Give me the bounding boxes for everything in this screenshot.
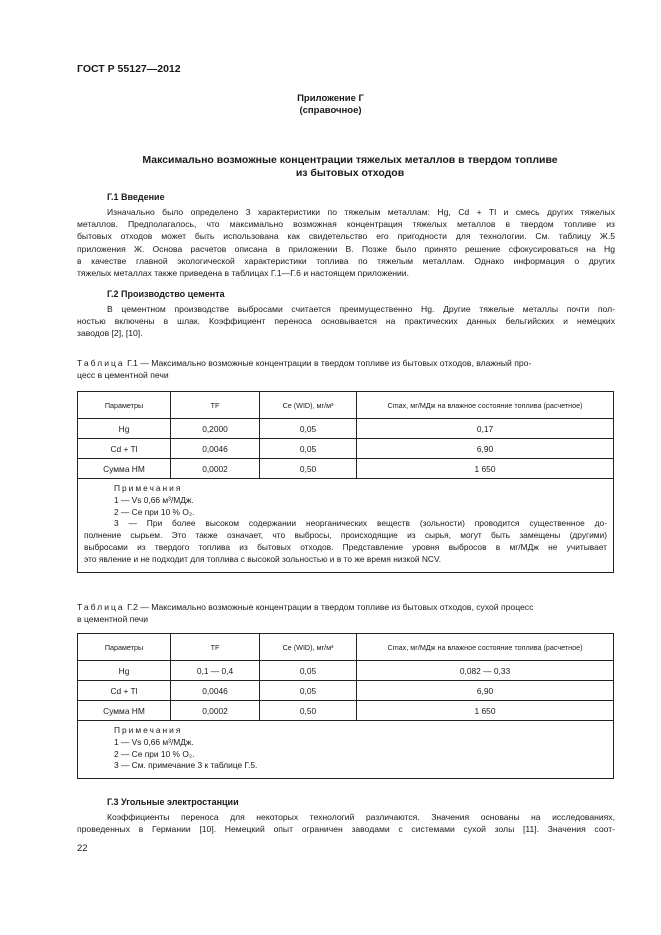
caption-text-line2: в цементной печи bbox=[77, 614, 149, 625]
note-item: 2 — Ce при 10 % O₂. bbox=[114, 748, 195, 759]
table-notes bbox=[78, 721, 614, 779]
main-title bbox=[90, 154, 610, 180]
table-row bbox=[78, 661, 614, 681]
note-item: полнение сырьем. Это также означает, что выбросы, происходящие из сырья, могут быть замещены (другими) bbox=[84, 530, 607, 541]
table-row bbox=[78, 681, 614, 701]
note-item: 1 — Vs 0,66 м³/МДж. bbox=[114, 736, 194, 747]
table-cell: 0,2000 bbox=[171, 419, 260, 439]
table-cell: 0,1 — 0,4 bbox=[171, 661, 260, 681]
table2 bbox=[77, 633, 614, 779]
header-cell: Ce (WID), мг/м³ bbox=[260, 392, 357, 419]
text-line: Коэффициенты переноса для некоторых технологий различаются. Значения основаны на исследованиях, bbox=[107, 812, 615, 822]
caption-text-line2: цесс в цементной печи bbox=[77, 370, 169, 381]
text-line: в качестве главной экологической характеристики топлива по тяжелым металлам. Однако информация о других bbox=[77, 255, 615, 266]
table-row bbox=[78, 439, 614, 459]
table-cell: 0,082 — 0,33 bbox=[357, 661, 614, 681]
table-cell: 0,0046 bbox=[171, 681, 260, 701]
text-line: проведенных в Германии [10]. Немецкий опыт ограничен заводами с системами сухой золы [11]. Значения соот- bbox=[77, 824, 615, 835]
table-row bbox=[78, 419, 614, 439]
table-notes-row bbox=[78, 721, 614, 779]
table-cell: 1 650 bbox=[357, 701, 614, 721]
table-notes-row bbox=[78, 479, 614, 573]
table-cell: 0,05 bbox=[260, 439, 357, 459]
main-title-line: из бытовых отходов bbox=[295, 167, 405, 179]
header-cell: Параметры bbox=[78, 634, 171, 661]
notes-title: Примечания bbox=[114, 725, 183, 735]
table-cell: 0,0002 bbox=[171, 701, 260, 721]
appendix-title: Приложение Г bbox=[297, 93, 364, 104]
table-cell: Hg bbox=[78, 419, 171, 439]
text-line: металлов. Предполагалось, что максимально возможная концентрация тяжелых металлов в твердом топливе из bbox=[77, 219, 615, 230]
caption-text: Г.1 — Максимально возможные концентрации в твердом топливе из бытовых отходов, влажный про- bbox=[124, 358, 532, 368]
table1 bbox=[77, 391, 614, 573]
table-cell: Cd + Tl bbox=[78, 681, 171, 701]
section-g3-text bbox=[77, 811, 615, 835]
caption-word: Таблица bbox=[77, 358, 125, 368]
page-number: 22 bbox=[77, 843, 88, 854]
table-cell: Сумма НМ bbox=[78, 701, 171, 721]
section-g1-text bbox=[77, 206, 615, 279]
table-cell: 0,0046 bbox=[171, 439, 260, 459]
header-cell: TF bbox=[171, 634, 260, 661]
table-cell: 0,17 bbox=[357, 419, 614, 439]
table-cell: 6,90 bbox=[357, 681, 614, 701]
header-cell: Ce (WID), мг/м³ bbox=[260, 634, 357, 661]
section-heading-g3: Г.3 Угольные электростанции bbox=[107, 797, 239, 807]
table-cell: Hg bbox=[78, 661, 171, 681]
table-cell: 0,0002 bbox=[171, 459, 260, 479]
standard-header: ГОСТ Р 55127—2012 bbox=[77, 63, 181, 75]
table-row bbox=[78, 701, 614, 721]
text-line: В цементном производстве выбросами считается преимущественно Hg. Другие тяжелые металлы почти пол- bbox=[107, 304, 615, 314]
text-line: тяжелых металлах также приведена в таблицах Г.1—Г.6 и настоящем приложении. bbox=[77, 268, 409, 279]
table-cell: 0,05 bbox=[260, 661, 357, 681]
section-heading-g2: Г.2 Производство цемента bbox=[107, 289, 225, 299]
table2-caption bbox=[77, 601, 615, 625]
note-item: 3 — При более высоком содержании неорганических веществ (зольности) проводится существенное до- bbox=[114, 518, 607, 529]
notes-title: Примечания bbox=[114, 483, 183, 493]
text-line: ностью включены в шлак. Коэффициент переноса основывается на практических данных бельгийских и немецких bbox=[77, 316, 615, 327]
table-cell: 0,05 bbox=[260, 681, 357, 701]
main-title-line: Максимально возможные концентрации тяжелых металлов в твердом топливе bbox=[142, 154, 558, 166]
note-item: 1 — Vs 0,66 м³/МДж. bbox=[114, 494, 194, 505]
header-cell: Cmax, мг/МДж на влажное состояние топлива (расчетное) bbox=[357, 634, 614, 661]
header-cell: Параметры bbox=[78, 392, 171, 419]
note-item: 3 — См. примечание 3 к таблице Г.5. bbox=[114, 760, 258, 771]
header-cell: Cmax, мг/МДж на влажное состояние топлива (расчетное) bbox=[357, 392, 614, 419]
section-g2-text bbox=[77, 303, 615, 340]
section-heading-g1: Г.1 Введение bbox=[107, 192, 165, 202]
text-line: приложения Ж. Основа расчетов описана в приложении В. Позже было принято решение сфокусироваться на Hg bbox=[77, 243, 615, 254]
note-item: это явление и не подходит для топлива с высокой зольностью и в то же время низкой NCV. bbox=[84, 553, 442, 564]
table-header-row bbox=[78, 392, 614, 419]
text-line: бытовых отходов может быть использована как свидетельство его пригодности для технологии. См. таблицу Ж.5 bbox=[77, 231, 615, 242]
table-cell: 0,50 bbox=[260, 459, 357, 479]
text-line: Изначально было определено 3 характеристики по тяжелым металлам: Hg, Cd + Tl и смесь других тяжелых bbox=[107, 207, 615, 217]
table-cell: 0,05 bbox=[260, 419, 357, 439]
caption-text: Г.2 — Максимально возможные концентрации в твердом топливе из бытовых отходов, сухой процесс bbox=[124, 602, 534, 612]
table-header-row bbox=[78, 634, 614, 661]
header-cell: TF bbox=[171, 392, 260, 419]
table-cell: Cd + Tl bbox=[78, 439, 171, 459]
note-item: выбросами из твердого топлива из бытовых отходов. Представление уровня выбросов в мг/МДж не учитывает bbox=[84, 541, 607, 552]
table-cell: 0,50 bbox=[260, 701, 357, 721]
table-cell: 1 650 bbox=[357, 459, 614, 479]
appendix-subtitle: (справочное) bbox=[299, 105, 362, 116]
table-row bbox=[78, 459, 614, 479]
text-line: заводов [2], [10]. bbox=[77, 328, 143, 339]
table-notes bbox=[78, 479, 614, 573]
note-item: 2 — Ce при 10 % O₂. bbox=[114, 506, 195, 517]
table-cell: Сумма НМ bbox=[78, 459, 171, 479]
table-cell: 6,90 bbox=[357, 439, 614, 459]
caption-word: Таблица bbox=[77, 602, 125, 612]
table1-caption bbox=[77, 357, 615, 381]
